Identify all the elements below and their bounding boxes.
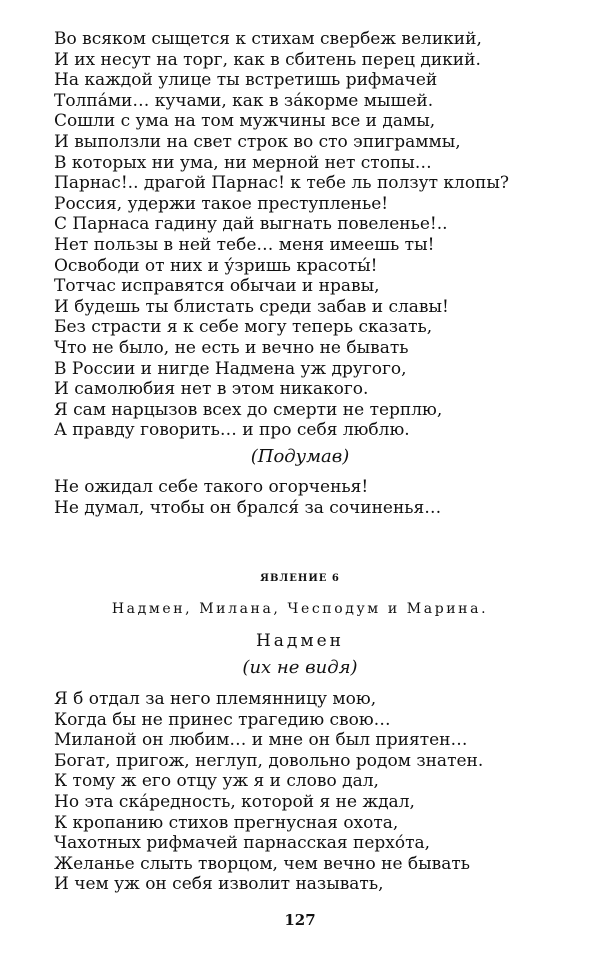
verse-line: Освободи от них и у́зришь красоты́! bbox=[54, 255, 378, 276]
stage-direction-thinking: (Подумав) bbox=[250, 446, 350, 467]
verse-line: И их несут на торг, как в сбитень перец дикий. bbox=[54, 49, 481, 70]
verse-line: Когда бы не принес трагедию свою… bbox=[54, 709, 391, 730]
verse-line: А правду говорить… и про себя люблю. bbox=[54, 420, 410, 441]
verse-line: Я сам нарцызов всех до смерти не терплю, bbox=[54, 399, 443, 420]
scene-heading: ЯВЛЕНИЕ 6 bbox=[260, 573, 340, 584]
verse-line: К кропанию стихов прегнусная охота, bbox=[54, 812, 399, 833]
verse-line: Не ожидал себе такого огорченья! bbox=[54, 477, 369, 497]
verse-line: К тому ж его отцу уж я и слово дал, bbox=[54, 771, 379, 792]
characters-list: Надмен, Милана, Чесподум и Марина. bbox=[111, 601, 489, 617]
verse-block-top bbox=[54, 29, 574, 441]
verse-line: Чахотных рифмачей парнасская перхо́та, bbox=[54, 833, 431, 854]
verse-line: Но эта ска́редность, которой я не ждал, bbox=[54, 791, 415, 812]
verse-line: Парнас!.. драгой Парнас! к тебе ль ползут клопы? bbox=[54, 173, 510, 194]
verse-line: Сошли с ума на том мужчины все и дамы, bbox=[54, 111, 436, 132]
verse-line: И самолюбия нет в этом никакого. bbox=[54, 379, 369, 400]
verse-line: Не думал, чтобы он брался́ за сочиненья… bbox=[54, 497, 442, 518]
verse-line: Что не было, не есть и вечно не бывать bbox=[54, 337, 409, 358]
verse-line: В России и нигде Надмена уж другого, bbox=[54, 358, 407, 379]
speaker-name: Надмен bbox=[255, 631, 345, 651]
verse-line: Я б отдал за него племянницу мою, bbox=[54, 689, 377, 709]
verse-line: В которых ни ума, ни мерной нет стопы… bbox=[54, 152, 432, 173]
verse-line: Россия, удержи такое преступленье! bbox=[54, 193, 389, 214]
verse-line: Желанье слыть творцом, чем вечно не бывать bbox=[54, 853, 471, 874]
verse-line: Миланой он любим… и мне он был приятен… bbox=[54, 730, 468, 751]
verse-line: На каждой улице ты встретишь рифмачей bbox=[54, 70, 438, 91]
verse-line: Тотчас исправятся обычаи и нравы, bbox=[54, 276, 380, 297]
stage-direction-not-seeing: (их не видя) bbox=[242, 657, 358, 678]
verse-line: Богат, пригож, неглуп, довольно родом знатен. bbox=[54, 750, 484, 771]
verse-line: Без страсти я к себе могу теперь сказать, bbox=[54, 317, 433, 338]
verse-line: Во всяком сыщется к стихам свербеж великий, bbox=[54, 29, 482, 49]
page-number: 127 bbox=[284, 911, 316, 929]
verse-block-middle bbox=[54, 477, 574, 518]
verse-block-bottom bbox=[54, 689, 574, 895]
verse-line: С Парнаса гадину дай выгнать повеленье!.. bbox=[54, 214, 448, 235]
verse-line: И чем уж он себя изволит называть, bbox=[54, 874, 384, 895]
verse-line: Толпа́ми… кучами, как в за́корме мышей. bbox=[54, 90, 434, 111]
verse-line: И будешь ты блистать среди забав и славы! bbox=[54, 296, 449, 317]
verse-line: Нет пользы в ней тебе… меня имеешь ты! bbox=[54, 234, 435, 255]
verse-line: И выползли на свет строк во сто эпиграммы, bbox=[54, 131, 461, 152]
